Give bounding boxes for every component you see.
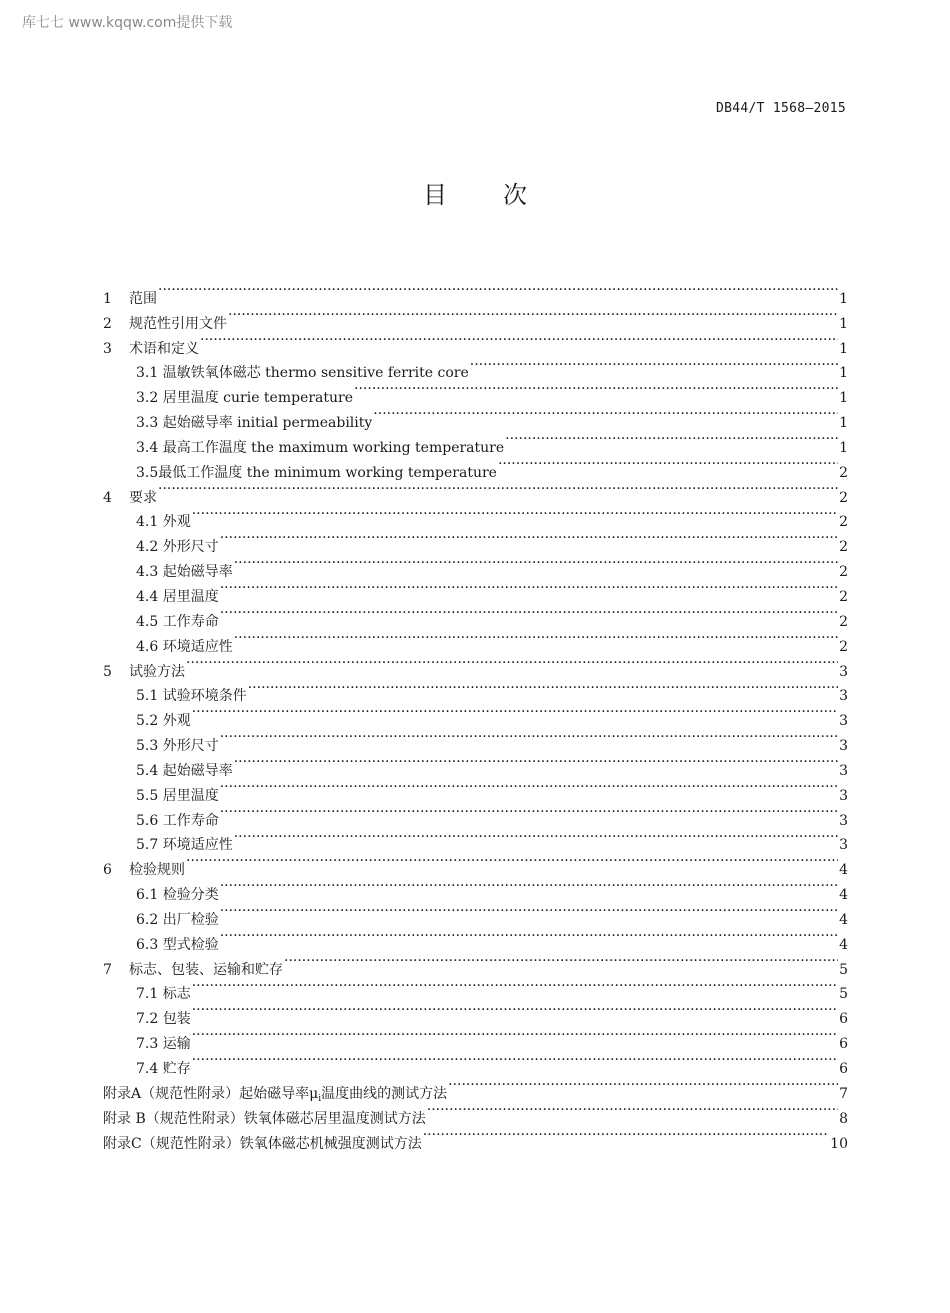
dot-leader bbox=[234, 825, 838, 850]
toc-entry-page-number: 1 bbox=[839, 439, 848, 456]
toc-entry-title: 5.5 居里温度 bbox=[136, 787, 219, 804]
toc-entry-title: 5.6 工作寿命 bbox=[136, 812, 219, 829]
dot-leader bbox=[248, 676, 838, 701]
toc-entry[interactable] bbox=[103, 1073, 848, 1104]
dot-leader bbox=[354, 377, 838, 402]
dot-leader bbox=[192, 998, 838, 1023]
toc-entry-title: 4.3 起始磁导率 bbox=[136, 564, 233, 581]
toc-entry-title: 5.4 起始磁导率 bbox=[136, 762, 233, 779]
dot-leader bbox=[234, 551, 838, 576]
toc-entry[interactable] bbox=[103, 1023, 848, 1053]
dot-leader bbox=[220, 874, 838, 899]
toc-entry-title-part: 温度曲线的测试方法 bbox=[321, 1085, 448, 1102]
toc-entry-number: 5 bbox=[103, 663, 112, 680]
toc-entry-page-number: 3 bbox=[839, 713, 848, 730]
subscript-text: i bbox=[318, 1093, 322, 1104]
toc-entry-page-number: 3 bbox=[839, 688, 848, 705]
toc-entry[interactable] bbox=[103, 700, 848, 730]
toc-entry-page-number: 3 bbox=[839, 812, 848, 829]
toc-entry[interactable] bbox=[103, 278, 848, 307]
page-title-part1: 目 bbox=[423, 181, 447, 209]
toc-entry-title: 检验规则 bbox=[129, 862, 185, 879]
dot-leader bbox=[186, 651, 838, 676]
toc-entry-page-number: 6 bbox=[839, 1011, 848, 1028]
page-title-part2: 次 bbox=[503, 181, 527, 209]
document-code: DB44/T 1568—2015 bbox=[715, 101, 846, 116]
toc-entry[interactable] bbox=[103, 353, 848, 382]
dot-leader bbox=[220, 526, 838, 551]
dot-leader bbox=[192, 974, 838, 999]
dot-leader bbox=[284, 949, 838, 974]
toc-entry-title: 5.3 外形尺寸 bbox=[136, 738, 219, 755]
toc-entry-title-part: 附录A（规范性附录）起始磁导率μ bbox=[103, 1085, 319, 1102]
toc-entry-title: 7.1 标志 bbox=[136, 986, 191, 1003]
toc-entry[interactable] bbox=[103, 526, 848, 556]
toc-entry-title: 7.2 包装 bbox=[136, 1011, 191, 1028]
dot-leader bbox=[427, 1098, 838, 1123]
toc-entry[interactable] bbox=[103, 998, 848, 1028]
toc-entry-title: 5.2 外观 bbox=[136, 713, 191, 730]
toc-entry-title: 4.5 工作寿命 bbox=[136, 613, 219, 630]
toc-entry[interactable] bbox=[103, 1048, 848, 1077]
toc-entry-title: 4.1 外观 bbox=[136, 514, 191, 531]
toc-entry-title: 附录 B（规范性附录）铁氧体磁芯居里温度测试方法 bbox=[103, 1110, 426, 1127]
toc-entry-page-number: 4 bbox=[839, 862, 848, 879]
toc-entry[interactable] bbox=[103, 849, 848, 879]
toc-entry-page-number: 3 bbox=[839, 663, 848, 680]
dot-leader bbox=[200, 328, 838, 353]
toc-entry-page-number: 2 bbox=[839, 638, 848, 655]
toc-entry[interactable] bbox=[103, 328, 848, 357]
toc-entry-number: 7 bbox=[103, 961, 112, 978]
toc-entry-page-number: 1 bbox=[839, 365, 848, 382]
toc-entry[interactable] bbox=[103, 874, 848, 904]
toc-entry-title: 3.4 最高工作温度 the maximum working temperature bbox=[136, 439, 505, 456]
toc-entry-page-number: 6 bbox=[839, 1061, 848, 1077]
toc-entry-page-number: 2 bbox=[839, 514, 848, 531]
toc-entry-title: 5.7 环境适应性 bbox=[136, 837, 233, 854]
dot-leader bbox=[192, 1048, 838, 1073]
table-of-contents bbox=[103, 278, 848, 1152]
toc-entry-title: 6.2 出厂检验 bbox=[136, 911, 219, 928]
dot-leader bbox=[505, 427, 838, 452]
toc-entry-page-number: 3 bbox=[839, 762, 848, 779]
toc-entry-page-number: 2 bbox=[839, 464, 848, 481]
dot-leader bbox=[498, 452, 838, 477]
dot-leader bbox=[220, 601, 838, 626]
toc-entry-title: 7.4 贮存 bbox=[136, 1061, 191, 1077]
toc-entry-page-number: 2 bbox=[839, 489, 848, 506]
toc-entry-page-number: 2 bbox=[839, 564, 848, 581]
dot-leader bbox=[220, 800, 838, 825]
dot-leader bbox=[470, 353, 838, 378]
toc-entry-title: 4.6 环境适应性 bbox=[136, 638, 233, 655]
toc-entry-page-number: 6 bbox=[839, 1036, 848, 1053]
toc-entry-page-number: 2 bbox=[839, 588, 848, 605]
toc-entry-number: 2 bbox=[103, 315, 112, 332]
dot-leader bbox=[158, 477, 838, 502]
dot-leader bbox=[220, 576, 838, 601]
dot-leader bbox=[234, 626, 838, 651]
dot-leader bbox=[220, 924, 838, 949]
toc-entry-page-number: 1 bbox=[839, 415, 848, 432]
toc-entry-title: 标志、包装、运输和贮存 bbox=[129, 961, 283, 978]
toc-entry-page-number: 1 bbox=[839, 315, 848, 332]
toc-entry-title: 范围 bbox=[129, 290, 157, 307]
toc-entry-number: 3 bbox=[103, 340, 112, 357]
dot-leader bbox=[423, 1123, 829, 1148]
toc-entry[interactable] bbox=[103, 676, 848, 705]
toc-entry-number: 1 bbox=[103, 290, 112, 307]
toc-entry-page-number: 3 bbox=[839, 738, 848, 755]
toc-entry-title: 3.5最低工作温度 the minimum working temperature bbox=[136, 464, 497, 481]
toc-entry-title: 4.2 外形尺寸 bbox=[136, 539, 219, 556]
toc-entry-page-number: 4 bbox=[839, 936, 848, 953]
toc-entry-page-number: 8 bbox=[839, 1110, 848, 1127]
toc-entry[interactable] bbox=[103, 651, 848, 680]
dot-leader bbox=[234, 750, 838, 775]
toc-entry-page-number: 3 bbox=[839, 787, 848, 804]
toc-entry-number: 4 bbox=[103, 489, 112, 506]
toc-entry-title: 3.3 起始磁导率 initial permeability bbox=[136, 415, 373, 432]
toc-entry-number: 6 bbox=[103, 862, 112, 879]
dot-leader bbox=[448, 1073, 838, 1098]
watermark-text: 库七七 www.kqqw.com提供下载 bbox=[22, 15, 233, 31]
toc-entry-title: 6.3 型式检验 bbox=[136, 936, 219, 953]
dot-leader bbox=[186, 849, 838, 874]
toc-entry-title: 7.3 运输 bbox=[136, 1036, 191, 1053]
toc-entry-title: 要求 bbox=[129, 489, 157, 506]
toc-entry-title: 规范性引用文件 bbox=[129, 315, 227, 332]
toc-entry[interactable] bbox=[103, 477, 848, 506]
toc-entry-title: 试验方法 bbox=[129, 663, 185, 680]
toc-entry-page-number: 5 bbox=[839, 961, 848, 978]
page-title bbox=[0, 175, 950, 210]
toc-entry-page-number: 5 bbox=[839, 986, 848, 1003]
dot-leader bbox=[220, 775, 838, 800]
toc-entry-page-number: 4 bbox=[839, 887, 848, 904]
toc-entry[interactable] bbox=[103, 502, 848, 531]
toc-entry-page-number: 10 bbox=[830, 1135, 848, 1152]
dot-leader bbox=[228, 303, 838, 328]
dot-leader bbox=[220, 725, 838, 750]
toc-entry[interactable] bbox=[103, 725, 848, 755]
toc-entry-page-number: 1 bbox=[839, 390, 848, 407]
toc-entry-title: 3.2 居里温度 curie temperature bbox=[136, 390, 354, 407]
toc-entry-page-number: 1 bbox=[839, 290, 848, 307]
dot-leader bbox=[158, 278, 838, 303]
toc-entry-title: 术语和定义 bbox=[129, 340, 199, 357]
dot-leader bbox=[192, 700, 838, 725]
toc-entry[interactable] bbox=[103, 974, 848, 1003]
toc-entry-title: 4.4 居里温度 bbox=[136, 588, 219, 605]
toc-entry-page-number: 4 bbox=[839, 911, 848, 928]
toc-entry-page-number: 1 bbox=[839, 340, 848, 357]
toc-entry-page-number: 3 bbox=[839, 837, 848, 854]
dot-leader bbox=[192, 1023, 838, 1048]
dot-leader bbox=[220, 899, 838, 924]
toc-entry[interactable] bbox=[103, 303, 848, 332]
toc-entry-page-number: 7 bbox=[839, 1085, 848, 1102]
toc-entry-title: 附录C（规范性附录）铁氧体磁芯机械强度测试方法 bbox=[103, 1135, 422, 1152]
toc-entry-title: 3.1 温敏铁氧体磁芯 thermo sensitive ferrite core bbox=[136, 365, 469, 382]
dot-leader bbox=[192, 502, 838, 527]
toc-entry-title: 5.1 试验环境条件 bbox=[136, 688, 247, 705]
toc-entry-page-number: 2 bbox=[839, 539, 848, 556]
toc-entry-title: 6.1 检验分类 bbox=[136, 887, 219, 904]
toc-entry-page-number: 2 bbox=[839, 613, 848, 630]
dot-leader bbox=[373, 402, 838, 427]
